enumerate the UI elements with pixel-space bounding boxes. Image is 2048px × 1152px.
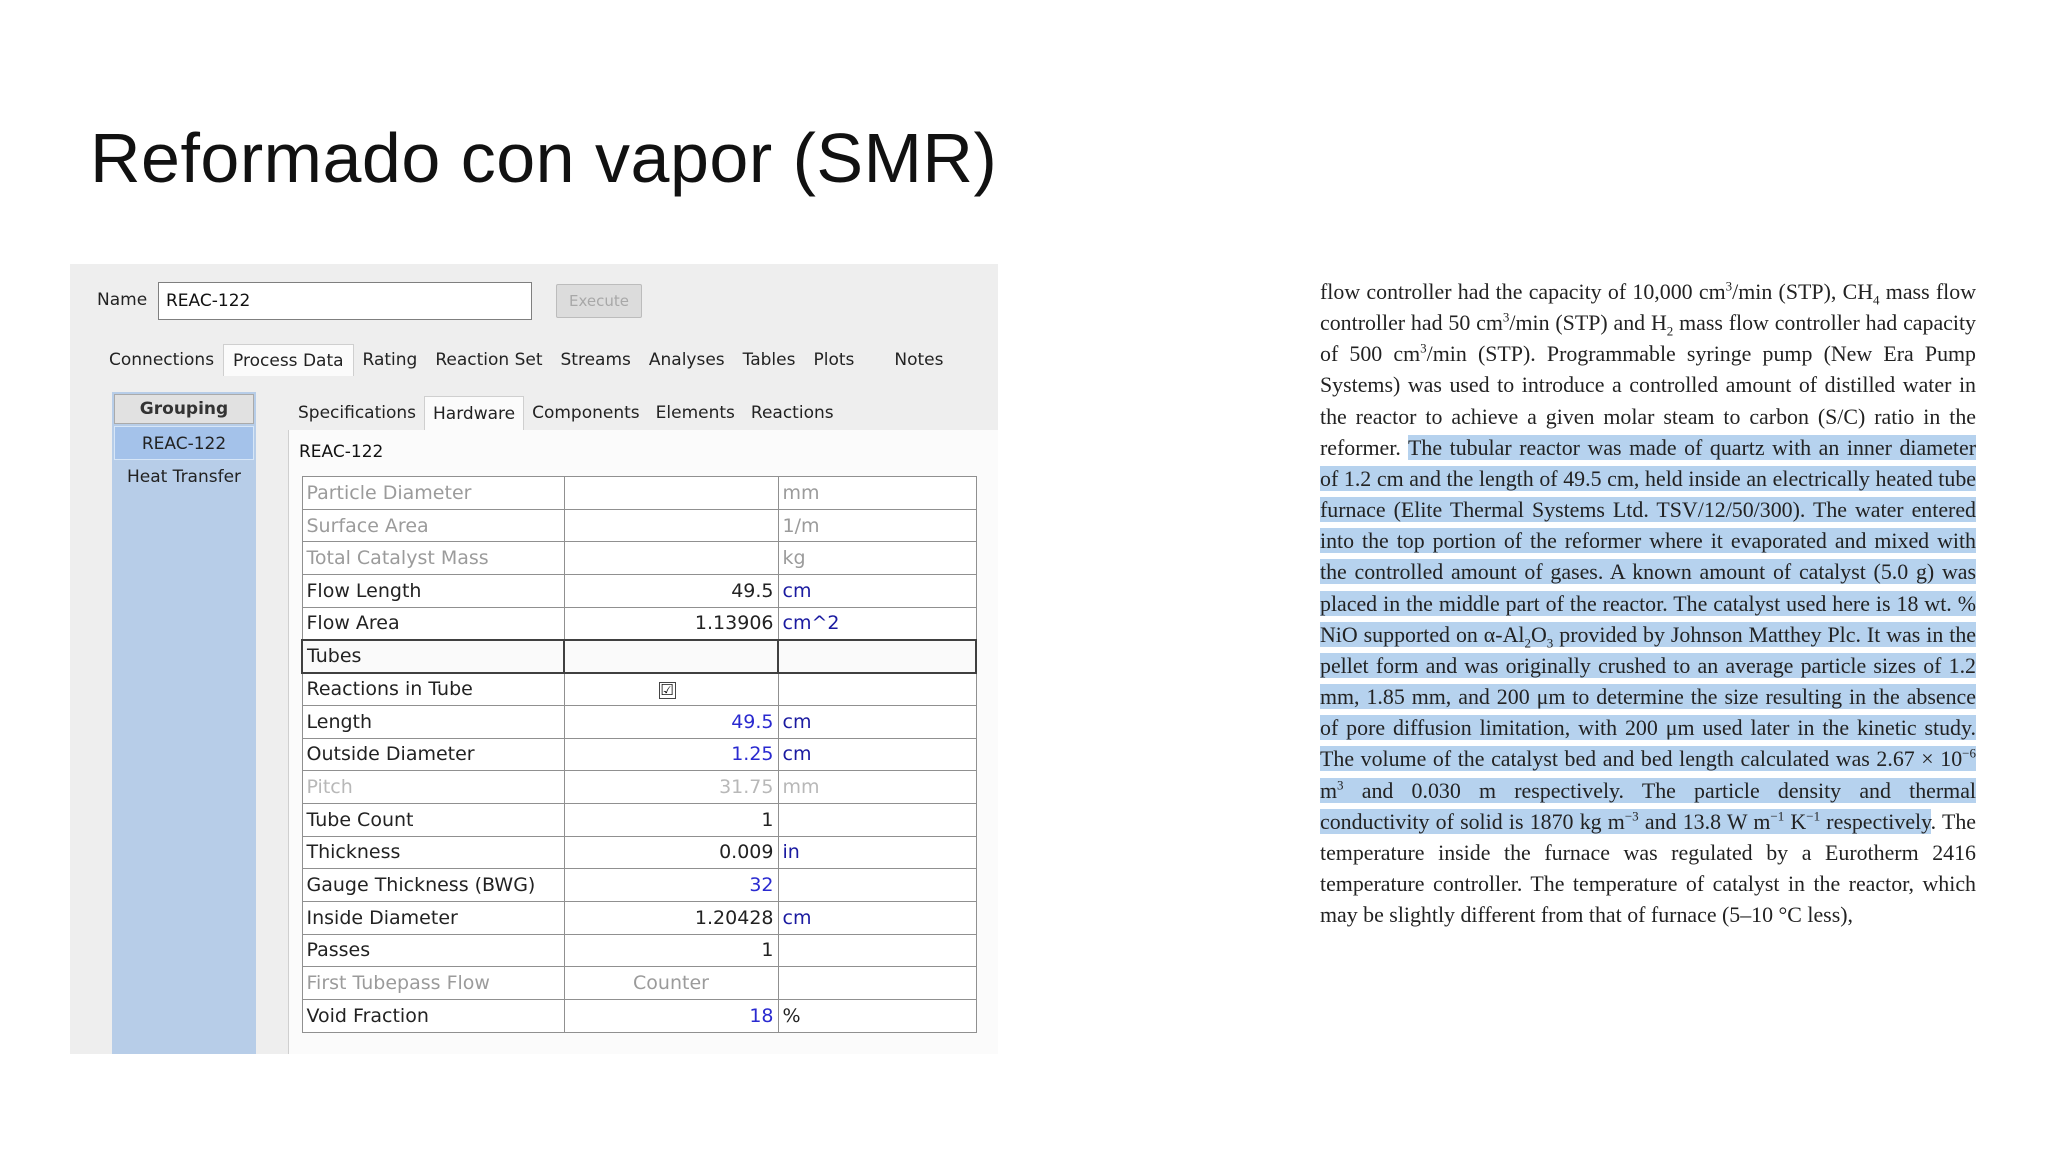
sidebar-item-heat-transfer[interactable]: Heat Transfer [126, 467, 242, 487]
row-label: Inside Diameter [302, 901, 564, 934]
subtab-specifications[interactable]: Specifications [298, 403, 417, 423]
row-label: Flow Area [302, 607, 564, 640]
row-value[interactable]: 1 [564, 934, 778, 967]
table-row [302, 803, 976, 836]
row-unit[interactable]: cm^2 [778, 607, 976, 640]
tab-rating[interactable]: Rating [362, 350, 418, 370]
row-value [564, 673, 778, 706]
row-label: Flow Length [302, 575, 564, 608]
row-value[interactable]: 18 [564, 1000, 778, 1033]
tab-streams[interactable]: Streams [560, 350, 631, 370]
row-unit[interactable]: mm [778, 477, 976, 510]
row-label: Total Catalyst Mass [302, 542, 564, 575]
tab-reaction-set[interactable]: Reaction Set [435, 350, 543, 370]
paper-text: provided by Johnson Matthey Plc. It was in the pellet form and was originally crushed to an average particle sizes of 1.2 mm, 1.85 mm, and 200 μm to determine the size resulting in the absence of pore diffusion limitation, with 200 μm used later in the kinetic study. The volume of the catalyst bed and bed length calculated was 2.67 × 10 [1320, 621, 1976, 772]
row-unit[interactable] [778, 934, 976, 967]
paper-text: and 0.030 m respectively. The particle density and thermal conductivity of solid is 1870 kg m [1320, 777, 1976, 834]
row-value[interactable] [564, 640, 778, 673]
tab-notes[interactable]: Notes [894, 350, 944, 370]
paper-text: . The temperature inside the furnace was regulated by a Eurotherm 2416 temperature controller. The temperature of catalyst in the reactor, which may be slightly different from that of furnace (5–10 °C less), [1320, 808, 1976, 928]
row-label: Tubes [302, 640, 564, 673]
table-row [302, 967, 976, 1000]
paper-text: mass flow controller had capacity of 500 cm [1320, 310, 1977, 367]
tab-analyses[interactable]: Analyses [648, 350, 725, 370]
row-unit[interactable]: in [778, 836, 976, 869]
paper-text: /min (STP). Programmable syringe pump (New Era Pump Systems) was used to introduce a controlled amount of distilled water in the reactor to achieve a given molar steam to carbon (S/C) ratio in the reformer. [1320, 341, 1976, 460]
paper-text: /min (STP), CH [1732, 279, 1874, 304]
row-value[interactable]: 31.75 [564, 771, 778, 804]
row-value[interactable]: 49.5 [564, 575, 778, 608]
superscript: −1 [1770, 808, 1785, 824]
name-label: Name [97, 290, 148, 310]
subtab-elements[interactable]: Elements [655, 403, 735, 423]
row-label: Reactions in Tube [302, 673, 564, 706]
row-label: First Tubepass Flow [302, 967, 564, 1000]
row-unit[interactable]: cm [778, 738, 976, 771]
name-input[interactable]: REAC-122 [158, 282, 532, 320]
object-name: REAC-122 [299, 442, 384, 462]
sidebar-item-reac-122[interactable]: REAC-122 [114, 426, 254, 460]
tab-tables[interactable]: Tables [742, 350, 796, 370]
execute-button[interactable]: Execute [556, 284, 642, 318]
table-row [302, 607, 976, 640]
subscript: 2 [1524, 635, 1531, 651]
table-row [302, 771, 976, 804]
subscript: 4 [1873, 292, 1880, 308]
sub-tab-bar [290, 396, 842, 430]
row-value[interactable]: 1 [564, 803, 778, 836]
row-unit[interactable]: mm [778, 771, 976, 804]
row-label: Void Fraction [302, 1000, 564, 1033]
row-unit[interactable] [778, 673, 976, 706]
grouping-sidebar [112, 392, 256, 1054]
paper-text: K [1784, 808, 1807, 834]
row-unit[interactable]: kg [778, 542, 976, 575]
superscript: −1 [1806, 808, 1821, 824]
subscript: 3 [1546, 635, 1554, 651]
subtab-reactions[interactable]: Reactions [750, 403, 834, 423]
hardware-content [288, 430, 998, 1054]
superscript: −6 [1962, 746, 1976, 762]
superscript: 3 [1725, 278, 1733, 294]
row-unit[interactable]: cm [778, 705, 976, 738]
row-value[interactable] [564, 509, 778, 542]
table-row [302, 477, 976, 510]
paper-text: /min (STP) and H [1509, 310, 1667, 336]
main-tab-bar [100, 344, 953, 376]
highlighted-text[interactable] [1320, 435, 1976, 834]
paper-text: O [1530, 621, 1547, 647]
row-unit[interactable]: cm [778, 575, 976, 608]
row-label: Thickness [302, 836, 564, 869]
row-value[interactable]: 32 [564, 869, 778, 902]
reactions-in-tube-checkbox[interactable]: ☑ [660, 681, 674, 700]
paper-text: flow controller had the capacity of 10,000 cm [1320, 279, 1726, 304]
row-label: Surface Area [302, 509, 564, 542]
row-value[interactable]: 0.009 [564, 836, 778, 869]
superscript: −3 [1624, 808, 1639, 824]
row-value[interactable]: 1.25 [564, 738, 778, 771]
paper-text: The tubular reactor was made of quartz with an inner diameter of 1.2 cm and the length of 49.5 cm, held inside an electrically heated tube furnace (Elite Thermal Systems Ltd. TSV/12/50/300). The water entered into the top portion of the reformer where it evaporated and mixed with the controlled amount of gases. A known amount of catalyst (5.0 g) was placed in the middle part of the reactor. The catalyst used here is 18 wt. % NiO supported on α-Al [1320, 434, 1977, 647]
table-row [302, 640, 976, 673]
row-value[interactable]: Counter [564, 967, 778, 1000]
table-row [302, 901, 976, 934]
row-unit[interactable]: 1/m [778, 509, 976, 542]
tab-plots[interactable]: Plots [813, 350, 855, 370]
grouping-header: Grouping [114, 394, 254, 424]
superscript: 3 [1337, 777, 1344, 793]
table-row [302, 542, 976, 575]
row-label: Length [302, 705, 564, 738]
row-label: Outside Diameter [302, 738, 564, 771]
row-label: Pitch [302, 771, 564, 804]
subtab-components[interactable]: Components [532, 403, 640, 423]
tab-connections[interactable]: Connections [109, 350, 215, 370]
paper-text: respectively [1820, 808, 1931, 834]
row-unit[interactable]: cm [778, 901, 976, 934]
table-row [302, 869, 976, 902]
row-label: Gauge Thickness (BWG) [302, 869, 564, 902]
row-label: Particle Diameter [302, 477, 564, 510]
table-row [302, 509, 976, 542]
paper-text: and 13.8 W m [1638, 808, 1771, 834]
table-row [302, 738, 976, 771]
row-unit[interactable] [778, 869, 976, 902]
row-label: Tube Count [302, 803, 564, 836]
slide-title: Reformado con vapor (SMR) [90, 119, 998, 197]
row-unit[interactable] [778, 640, 976, 673]
table-row [302, 934, 976, 967]
table-row [302, 673, 976, 706]
table-row [302, 836, 976, 869]
table-row [302, 575, 976, 608]
row-value[interactable]: 1.13906 [564, 607, 778, 640]
row-value[interactable] [564, 477, 778, 510]
subtab-hardware[interactable]: Hardware [424, 396, 524, 430]
hardware-table [301, 476, 977, 1033]
row-value[interactable]: 49.5 [564, 705, 778, 738]
paper-text: m [1320, 777, 1338, 803]
paper-text: mass flow controller had 50 cm [1320, 279, 1977, 336]
table-row [302, 1000, 976, 1033]
row-label: Passes [302, 934, 564, 967]
superscript: 3 [1502, 309, 1510, 325]
table-row [302, 705, 976, 738]
reactor-property-panel [70, 264, 998, 1054]
row-unit[interactable]: % [778, 1000, 976, 1033]
row-unit[interactable] [778, 803, 976, 836]
row-unit[interactable] [778, 967, 976, 1000]
paper-excerpt [1320, 276, 1976, 930]
row-value[interactable] [564, 542, 778, 575]
tab-process-data[interactable]: Process Data [223, 344, 353, 376]
subscript: 2 [1666, 323, 1674, 339]
row-value[interactable]: 1.20428 [564, 901, 778, 934]
superscript: 3 [1420, 341, 1427, 357]
